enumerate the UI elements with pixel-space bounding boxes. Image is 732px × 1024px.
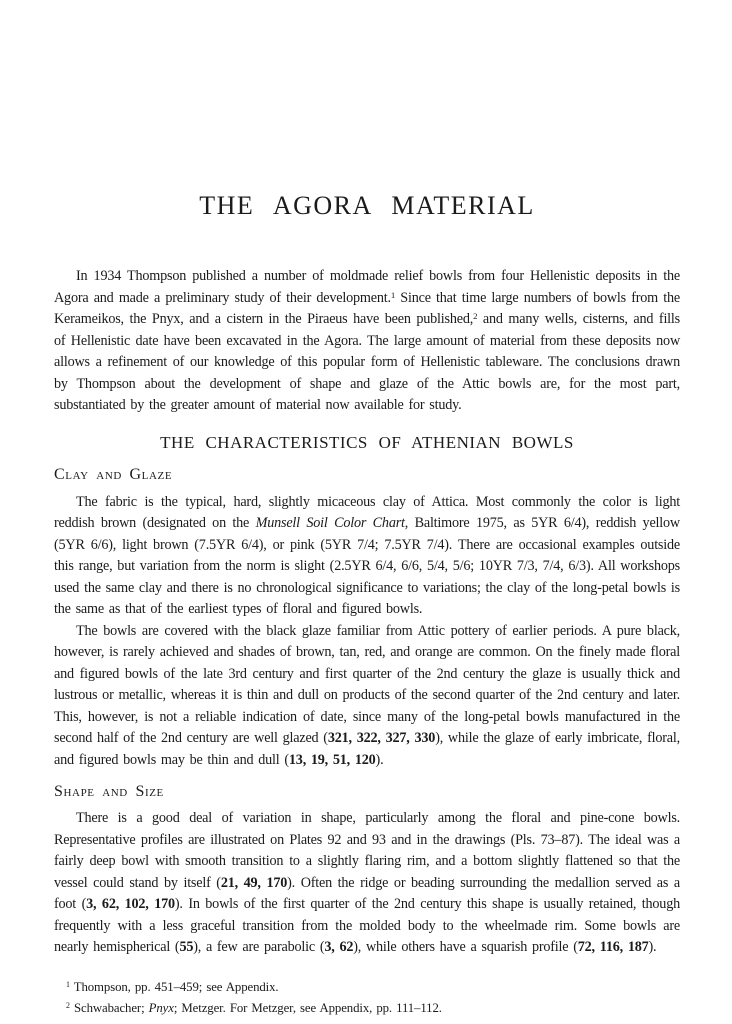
section-heading-characteristics: THE CHARACTERISTICS OF ATHENIAN BOWLS — [160, 432, 574, 452]
shape-size-paragraph: There is a good deal of variation in shape, particularly among the floral and pine-cone bowls. Representative profiles are illustrated on Plates 92 and 93 and in the drawings (Pls. 73–87). The ideal was a fairly deep bowl with smooth transition to a slightly flaring rim, and a bottom slightly flattened so that the vessel could stand by itself (21, 49, 170). Often the ridge or beading surrounding the medallion served as a foot (3, 62, 102, 170). In bowls of the first quarter of the 2nd century this shape is usually retained, though frequently with a less graceful transition from the molded body to the wheelmade rim. Some bowls are nearly hemispherical (55), a few are parabolic (3, 62), while others have a squarish profile (72, 116, 187). — [54, 810, 680, 955]
footnotes — [54, 977, 680, 1020]
clay-and-glaze-section — [54, 492, 680, 772]
page-title: THE AGORA MATERIAL — [199, 191, 535, 220]
intro-paragraph: In 1934 Thompson published a number of moldmade relief bowls from four Hellenistic deposits in the Agora and made a preliminary study of their development.$^1$ Since that time large numbers of bowls from the Kerameikos, the Pnyx, and a cistern in the Piraeus have been published,$^2$ and many wells, cisterns, and fills of Hellenistic date have been excavated in the Agora. The large amount of material from these deposits now allows a refinement of our knowledge of this popular form of Hellenistic tableware. The conclusions drawn by Thompson about the development of shape and glaze of the Attic bowls are, for the most part, substantiated by the greater amount of material now available for study. — [54, 268, 680, 413]
footnote-1: $^1$ Thompson, pp. 451–459; see Appendix. — [66, 979, 279, 994]
clay-glaze-paragraph-2: The bowls are covered with the black glaze familiar from Attic pottery of earlier periods. A pure black, however, is rarely achieved and shades of brown, tan, red, and orange are common. On the finely made floral and figured bowls of the late 3rd century and first quarter of the 2nd century the glaze is usually thick and lustrous or metallic, whereas it is thin and dull on products of the second quarter of the 2nd century and later. This, however, is not a reliable indication of date, since many of the long-petal bowls manufactured in the second half of the 2nd century are well glazed (321, 322, 327, 330), while the glaze of early imbricate, floral, and figured bowls may be thin and dull (13, 19, 51, 120). — [54, 622, 680, 768]
footnote-2: $^2$ Schwabacher; Pnyx; Metzger. For Metzger, see Appendix, pp. 111–112. — [66, 1001, 442, 1015]
subsection-heading-clay-and-glaze: Clay and Glaze — [54, 465, 173, 483]
subsection-heading-shape-and-size: Shape and Size — [54, 783, 164, 800]
clay-glaze-paragraph-1: The fabric is the typical, hard, slightly micaceous clay of Attica. Most commonly the color is light reddish brown (designated on the Munsell Soil Color Chart, Baltimore 1975, as 5YR 6/4), reddish yellow (5YR 6/6), light brown (7.5YR 6/4), or pink (5YR 7/4; 7.5YR 7/4). There are occasional examples outside this range, but variation from the norm is slight (2.5YR 6/4, 6/6, 5/4, 5/6; 10YR 7/3, 7/4, 6/3). All workshops used the same clay and there is no chronological significance to variations; the clay of the long-petal bowls is the same as that of the earliest types of floral and figured bowls. — [54, 493, 680, 617]
